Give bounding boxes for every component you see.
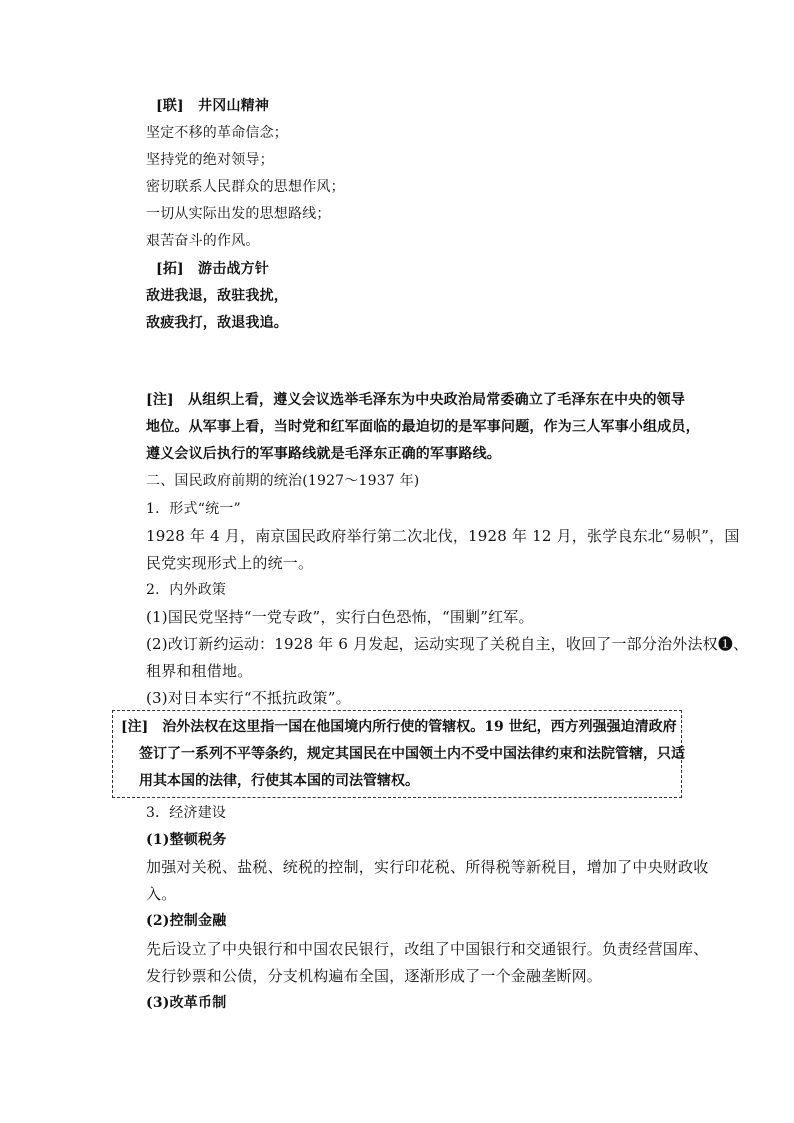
tuo-heading: [拓] 游击战方针 (156, 261, 270, 277)
section3-p1-title: (1)整顿税务 (146, 832, 227, 848)
lian-item: 艰苦奋斗的作风。 (146, 233, 260, 249)
section3-p3-title: (3)改革币制 (146, 995, 227, 1011)
section2-sub2-p2: (2)改订新约运动：1928 年 6 月发起，运动实现了关税自主，收回了一部分治外法权❶、 (146, 635, 749, 653)
section3-p1-line: 加强对关税、盐税、统税的控制，实行印花税、所得税等新税目，增加了中央财政收 (146, 858, 709, 876)
note2-box (112, 710, 685, 798)
section2-sub2-p1: (1)国民党坚持“一党专政”，实行白色恐怖，“围剿”红军。 (146, 608, 534, 626)
note2-line: [注] 治外法权在这里指一国在他国境内所行使的管辖权。19 世纪，西方列强强迫清政府 (121, 719, 677, 735)
section3-p2-title: (2)控制金融 (146, 913, 227, 929)
section2-sub1-line: 民党实现形式上的统一。 (146, 554, 314, 572)
lian-item: 一切从实际出发的思想路线； (146, 206, 331, 222)
section3-p2-line: 发行钞票和公债，分支机构遍布全国，逐渐形成了一个金融垄断网。 (146, 967, 603, 985)
section3-p2-line: 先后设立了中央银行和中国农民银行，改组了中国银行和交通银行。负责经营国库、 (146, 940, 709, 958)
note1-line: 遵义会议后执行的军事路线就是毛泽东正确的军事路线。 (146, 446, 501, 462)
note1-line: [注] 从组织上看，遵义会议选举毛泽东为中央政治局常委确立了毛泽东在中央的领导 (146, 392, 686, 408)
note2-line: 用其本国的法律，行使其本国的司法管辖权。 (139, 773, 419, 789)
lian-item: 坚定不移的革命信念； (146, 125, 288, 141)
lian-heading: [联] 井冈山精神 (156, 98, 270, 114)
tuo-item: 敌疲我打，敌退我追。 (146, 315, 288, 331)
note2-line: 签订了一系列不平等条约，规定其国民在中国领土内不受中国法律约束和法院管辖，只适 (139, 746, 685, 762)
lian-item: 密切联系人民群众的思想作风； (146, 179, 345, 195)
section2-sub2-p3: (3)对日本实行“不抵抗政策”。 (146, 689, 351, 707)
section2-title: 二、国民政府前期的统治(1927～1937 年) (146, 473, 420, 489)
lian-item: 坚持党的绝对领导； (146, 152, 274, 168)
section3-title: 3．经济建设 (146, 805, 227, 821)
section2-sub1-title: 1．形式“统一” (146, 501, 241, 517)
section3-p1-line: 入。 (146, 885, 177, 903)
section2-sub2-title: 2．内外政策 (146, 582, 227, 598)
note1-line: 地位。从军事上看，当时党和红军面临的最迫切的是军事问题，作为三人军事小组成员， (146, 419, 700, 435)
section2-sub2-p2: 租界和租借地。 (146, 662, 253, 680)
section2-sub1-line: 1928 年 4 月，南京国民政府举行第二次北伐，1928 年 12 月，张学良东北“易帜”，国 (146, 527, 740, 545)
tuo-item: 敌进我退，敌驻我扰， (146, 288, 288, 304)
